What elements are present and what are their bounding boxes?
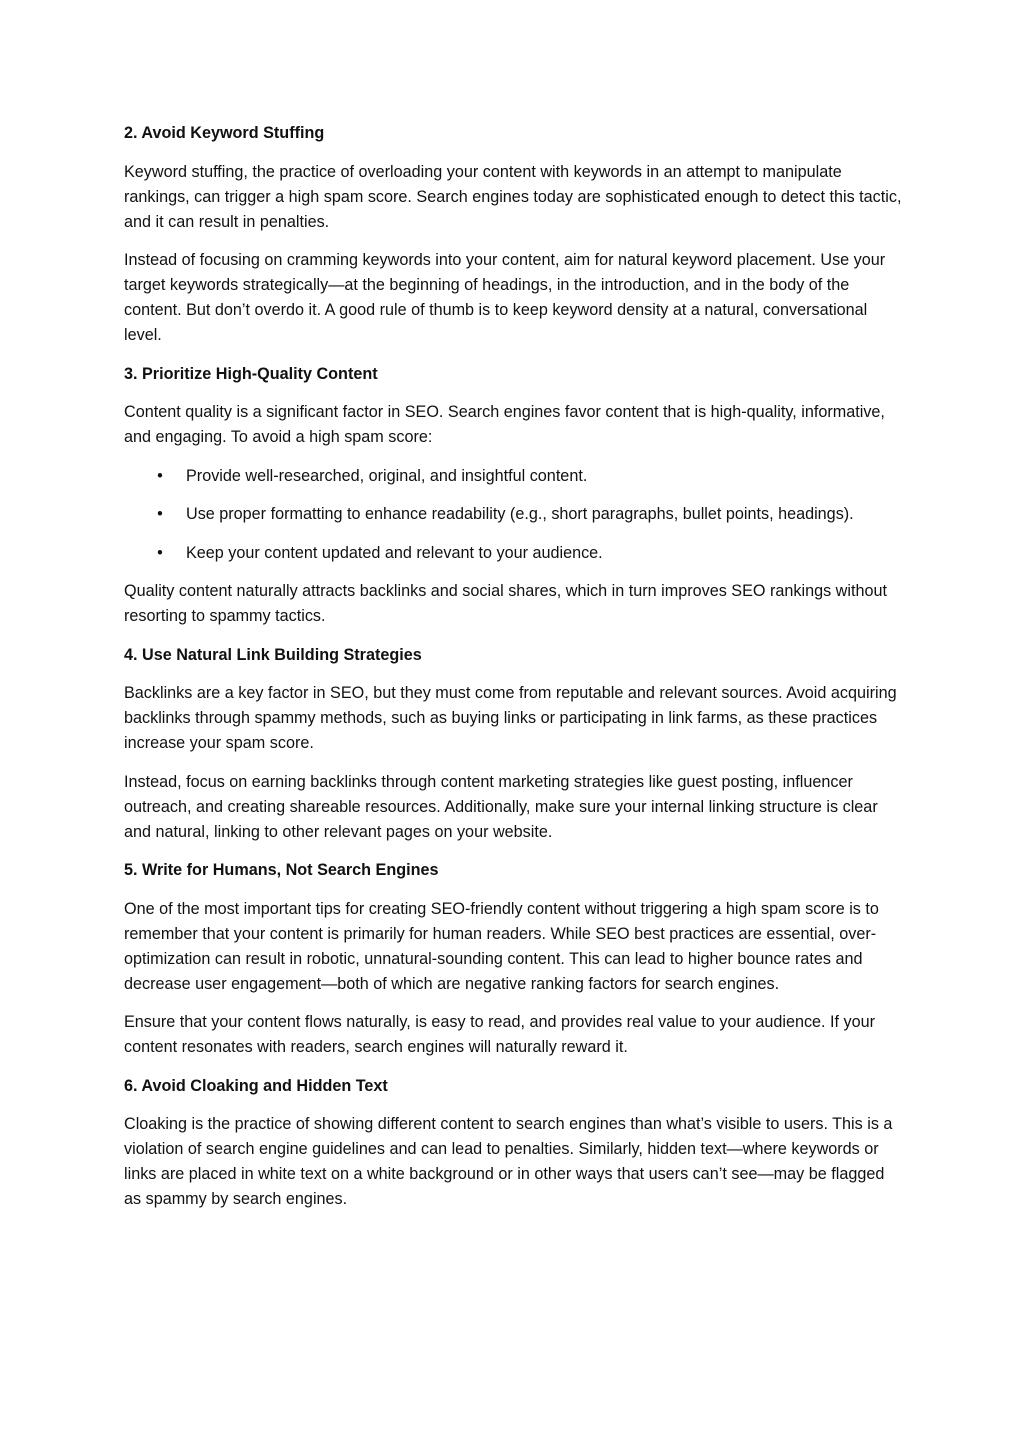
section-natural-link-building [124, 643, 904, 845]
section-write-for-humans [124, 858, 904, 1060]
section-avoid-cloaking [124, 1074, 904, 1213]
section-avoid-keyword-stuffing [124, 121, 904, 348]
section-heading: 2. Avoid Keyword Stuffing [124, 124, 325, 142]
paragraph: Cloaking is the practice of showing different content to search engines than what’s visible to users. This is a violation of search engine guidelines and can lead to penalties. Similarly, hidden text—where keywords or links are placed in white text on a white background or in other ways that users can’t see—may be flagged as spammy by search engines. [124, 1115, 893, 1208]
section-heading: 6. Avoid Cloaking and Hidden Text [124, 1076, 388, 1095]
section-prioritize-quality [124, 362, 904, 630]
paragraph: Quality content naturally attracts backlinks and social shares, which in turn improves SEO rankings without resorting to spammy tactics. [124, 582, 887, 625]
section-heading: 4. Use Natural Link Building Strategies [124, 645, 422, 664]
document-page [124, 121, 904, 1226]
list-item [124, 502, 904, 527]
paragraph: Keyword stuffing, the practice of overloading your content with keywords in an attempt to manipulate rankings, can trigger a high spam score. Search engines today are sophisticated enough to detect this tactic, and it can result in penalties. [124, 162, 902, 231]
paragraph: One of the most important tips for creating SEO-friendly content without triggering a high spam score is to remember that your content is primarily for human readers. While SEO best practices are essential, over-optimization can result in robotic, unnatural-sounding content. This can lead to higher bounce rates and decrease user engagement—both of which are negative ranking factors for search engines. [124, 899, 879, 993]
list-item-text: Use proper formatting to enhance readability (e.g., short paragraphs, bullet points, headings). [186, 505, 854, 523]
list-item-text: Keep your content updated and relevant to your audience. [186, 543, 603, 562]
bullet-icon: • [157, 543, 163, 562]
list-item [124, 464, 904, 489]
paragraph: Content quality is a significant factor in SEO. Search engines favor content that is high-quality, informative, and engaging. To avoid a high spam score: [124, 403, 885, 446]
section-heading: 3. Prioritize High-Quality Content [124, 364, 378, 383]
bullet-list [124, 464, 904, 566]
paragraph: Instead, focus on earning backlinks through content marketing strategies like guest posting, influencer outreach, and creating shareable resources. Additionally, make sure your internal linking structure is clear and natural, linking to other relevant pages on your website. [124, 772, 878, 841]
section-heading: 5. Write for Humans, Not Search Engines [124, 861, 439, 879]
paragraph: Instead of focusing on cramming keywords into your content, aim for natural keyword placement. Use your target keywords strategically—at the beginning of headings, in the introduction, and in the body of the content. But don’t overdo it. A good rule of thumb is to keep keyword density at a natural, conversational level. [124, 251, 886, 344]
list-item [124, 541, 904, 566]
paragraph: Backlinks are a key factor in SEO, but they must come from reputable and relevant sources. Avoid acquiring backlinks through spammy methods, such as buying links or participating in link farms, as these practices increase your spam score. [124, 684, 897, 752]
bullet-icon: • [157, 505, 163, 523]
bullet-icon: • [157, 466, 163, 485]
list-item-text: Provide well-researched, original, and insightful content. [186, 466, 588, 485]
paragraph: Ensure that your content flows naturally, is easy to read, and provides real value to your audience. If your content resonates with readers, search engines will naturally reward it. [124, 1013, 876, 1056]
